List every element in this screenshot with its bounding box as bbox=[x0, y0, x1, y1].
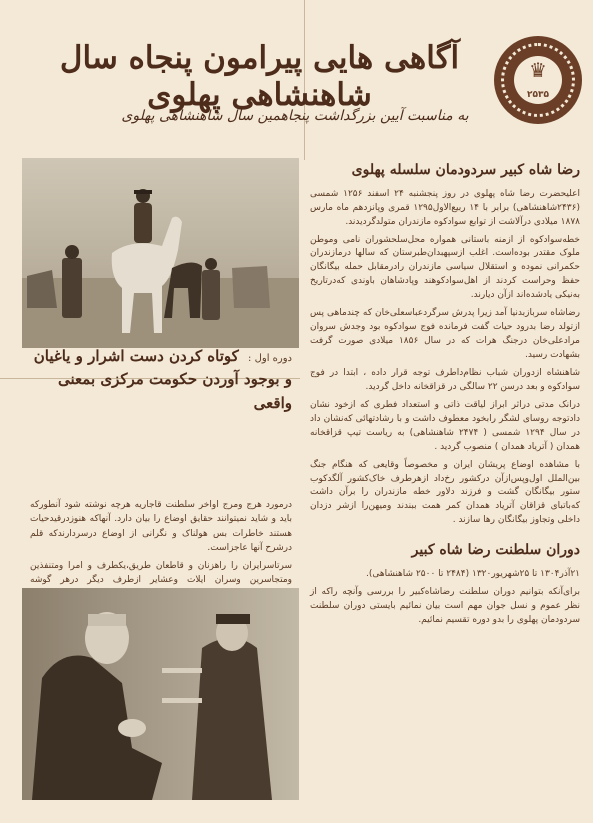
crown-icon: ♛ bbox=[529, 58, 547, 82]
reign-paragraph: برای‌آنکه بتوانیم دوران سلطنت رضاشاه‌کبیر را بررسی وآنچه راکه از نظر عموم و نسل جوان مهم است بیان نمائیم بایستی دوران سلطنت سردودمان پهلوی را بدو دوره تقسیم نمائیم. bbox=[310, 586, 580, 625]
founder-paragraph: درانک مدتی دراثر ابراز لیاقت ذاتی و استعداد فطری که ازخود نشان دادتوجه روسای لشگر رابخود معطوف داشت و با رشادتهائی که‌نشان داد در سال ۱۲۹۴ شمسی ( ۲۴۷۴ شاهنشاهی) به ریاست تیپ قزاقخانه همدان ( آتریاد همدان ) منصوب گردید . bbox=[310, 399, 580, 452]
pahlavi-emblem-seal bbox=[494, 36, 582, 124]
left-paragraph: سرتاسرایران را راهزنان و قاطعان طریق،یکطرف و امرا ومتنفذین ومتجاسرین وسران ایلات وعشایر ازطرف دیگر درهر گوشه bbox=[30, 560, 292, 585]
seal-year: ۲۵۳۵ bbox=[527, 90, 549, 100]
reign-paragraph: ۲۱آذر۱۳۰۴ تا ۲۵شهریور۱۳۲۰ (۲۴۸۴ تا ۲۵۰۰ شاهنشاهی). bbox=[365, 568, 580, 579]
page-subtitle: به مناسبت آیین بزرگداشت پنجاهمین سال شاهنشاهی پهلوی bbox=[121, 108, 469, 124]
era-label: دوره اول : bbox=[248, 353, 292, 364]
founder-paragraph: با مشاهده اوضاع پریشان ایران و مخصوصاً وقایعی که هنگام جنگ بین‌الملل اول‌وپس‌ازآن درکشور رخ‌داد ازهرطرف خاک‌کشور آلگدکوب ستور بیگانگان گشت و فرزند دلاور خطه مازندران را برآن داشت که‌باتبای قزاقان آتریاد همدان کمر همت ببندند ومیهن‌را ازشر دزدان داخلی وتجاوز بیگانگان رها سازند . bbox=[310, 459, 580, 526]
photo-horse-scene bbox=[22, 158, 299, 348]
right-column bbox=[310, 160, 580, 632]
founder-paragraph: شاهنشاه ازدوران شباب نظام‌دا‌طرف توجه قرار داده ، ابتدا در فوج سوادکوه و بعد درسن ۲۲ سالگی در قزاقخانه داخل گردید. bbox=[310, 367, 580, 392]
photo-seated-scene bbox=[22, 588, 299, 800]
section-heading-reign: دوران سلطنت رضا شاه کبیر bbox=[411, 542, 580, 559]
founder-paragraph: رضاشاه سربازبدنیا آمد زیرا پدرش سرگردعباسعلی‌خان که چندماهی پس ازتولد رضا بدرود حیات گفت فرمانده فوج سوادکوه بود وجدش سروان مرادعلی‌خان درجنگ هرات که در سال ۱۸۵۶ میلادی صورت گرفت بشهادت رسید. bbox=[310, 308, 580, 360]
founder-paragraph: اعلیحضرت رضا شاه پهلوی در روز پنجشنبه ۲۴ اسفند ۱۲۵۶ شمسی (۲۴۳۶شاهنشاهی) برابر با ۱۴ ربیع‌الاول۱۲۹۵ قمری وپانزدهم ماه مارس ۱۸۷۸ میلادی درآلاشت از توابع سوادکوه مازندران متولدگردیدند. bbox=[310, 188, 580, 227]
section-heading-founder: رضا شاه کبیر سردودمان سلسله پهلوی bbox=[351, 162, 580, 178]
left-section-heading bbox=[30, 345, 292, 415]
page-title: آگاهی هایی پیرامون پنجاه سال شاهنشاهی پهلوی bbox=[59, 40, 460, 114]
era-heading-text: کوتاه کردن دست اشرار و یاغیان و بوجود آوردن حکومت مرکزی بمعنی واقعی bbox=[33, 347, 292, 412]
photo-reza-shah-seated bbox=[22, 588, 299, 800]
left-paragraph: درمورد هرج ومرج اواخر سلطنت قاجاریه هرچه نوشته شود آنطورکه باید و شاید نمیتوانند حقایق اوضاع را بیان دارد. آنهاکه هنوزدرقیدحیات هستند خاطرات بس هولناک و نگرانی از اوضاع درسردارندکه قلم درشرح آنها عاجزاست. bbox=[30, 500, 292, 554]
founder-paragraph: خطه‌سوادکوه از ازمنه باستانی همواره محل‌سلحشوران نامی وموطن ملوک مقتدر بوده‌است. اغلب ازسپهبدان‌طبرستان که سالها درمازندران حکمرانی نموده و استقلال سیاسی مازندران رادرمقابل حمله بیگانگان حفظ وحراست کردند از اهل‌سوادکوهند وپادشاهان باوندی که‌درتاریخ به‌نیکی یادشده‌اند ازآن دیارند. bbox=[310, 234, 580, 301]
photo-reza-shah-on-horse bbox=[22, 158, 299, 348]
